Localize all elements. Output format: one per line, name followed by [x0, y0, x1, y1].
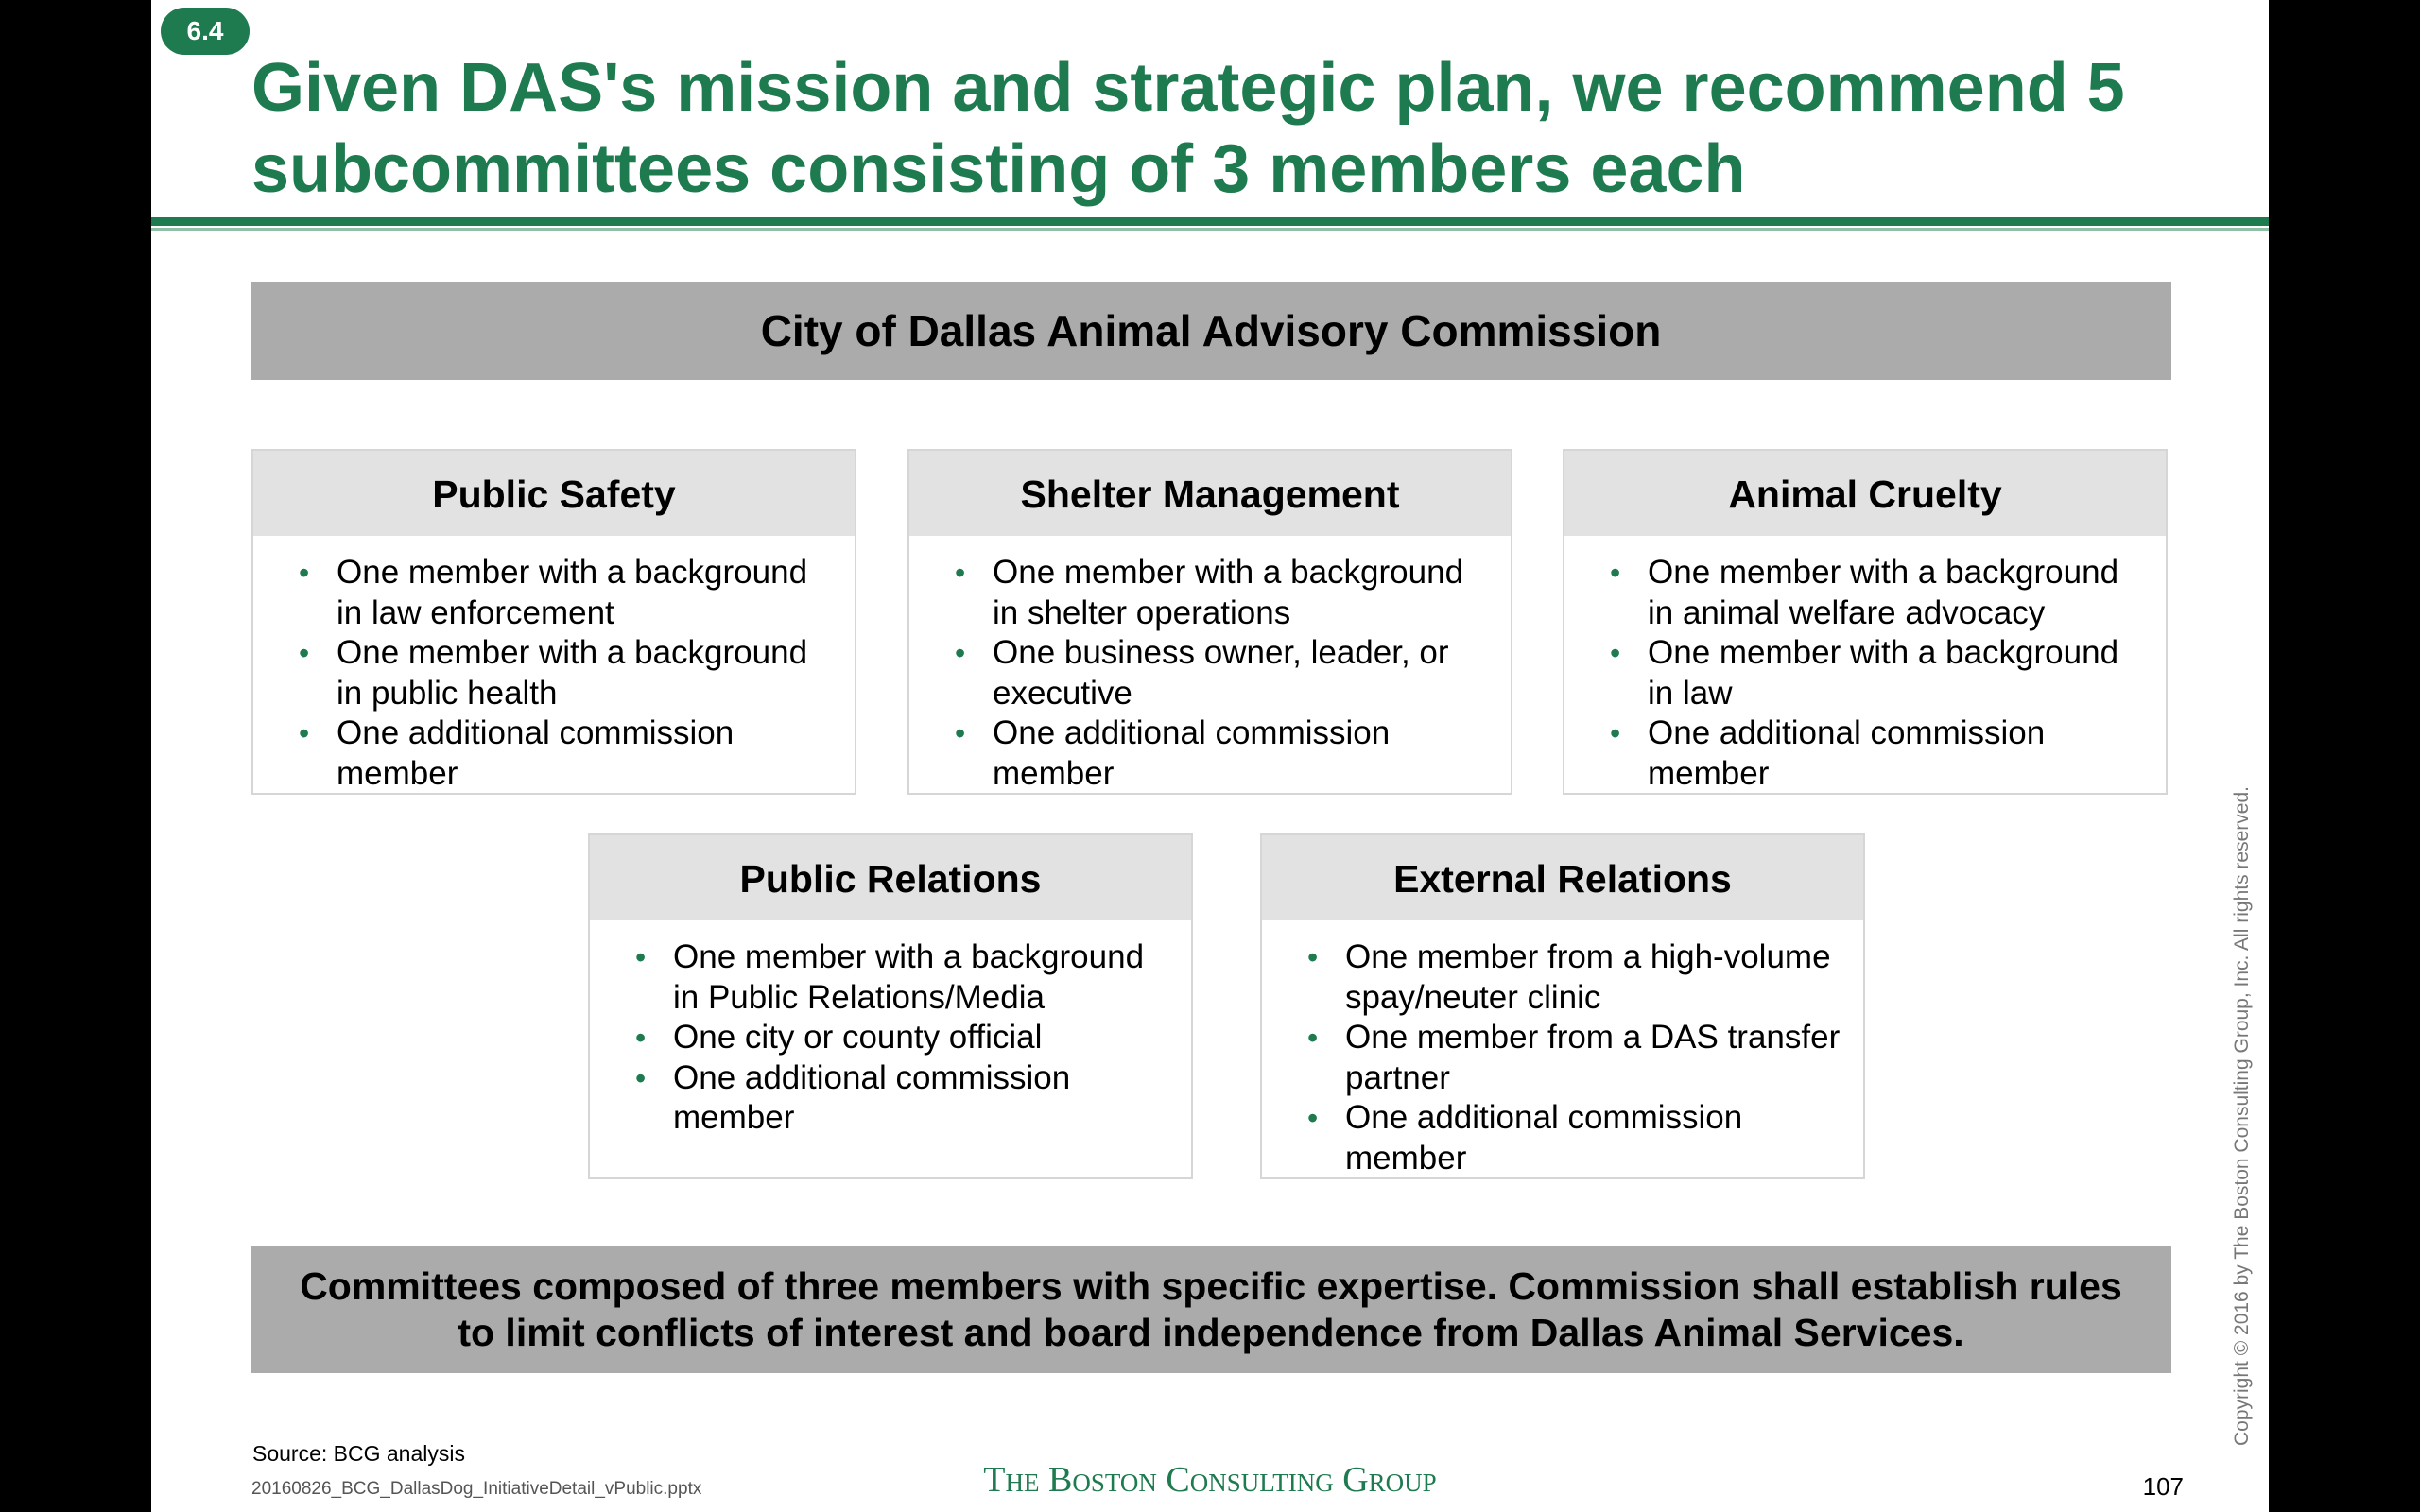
member-item: • One business owner, leader, or executive	[955, 633, 1492, 713]
section-badge: 6.4	[161, 8, 250, 55]
subcommittee-card-public-relations	[588, 833, 1193, 1179]
slide-title	[251, 47, 2199, 210]
member-item: • One member with a background in shelter operations	[955, 553, 1492, 633]
copyright-notice: Copyright © 2016 by The Boston Consulting Group, Inc. All rights reserved.	[2231, 786, 2253, 1446]
source-note: Source: BCG analysis	[252, 1441, 465, 1466]
summary-line-2: to limit conflicts of interest and board independence from Dallas Animal Services.	[458, 1311, 1964, 1354]
member-item: • One member with a background in law enforcement	[299, 553, 836, 633]
subcommittee-card-shelter-management	[908, 449, 1512, 795]
slide-title-line-2: subcommittees consisting of 3 members each	[251, 131, 1746, 207]
slide-title-line-1: Given DAS's mission and strategic plan, we recommend 5	[251, 50, 2125, 126]
subcommittee-title: Public Relations	[590, 835, 1191, 920]
subcommittee-card-public-safety	[251, 449, 856, 795]
bcg-logo	[983, 1459, 1437, 1501]
summary-banner	[251, 1246, 2171, 1373]
file-name: 20160826_BCG_DallasDog_InitiativeDetail_vPublic.pptx	[251, 1479, 702, 1499]
member-item: • One member from a DAS transfer partner	[1307, 1018, 1844, 1098]
member-item: • One additional commission member	[1610, 713, 2147, 794]
subcommittee-title: Animal Cruelty	[1564, 451, 2166, 536]
member-item: • One member with a background in animal welfare advocacy	[1610, 553, 2147, 633]
title-divider	[151, 217, 2269, 226]
subcommittee-title: External Relations	[1262, 835, 1863, 920]
member-item: • One additional commission member	[299, 713, 836, 794]
member-item: • One member with a background in public health	[299, 633, 836, 713]
member-list	[1262, 920, 1863, 1178]
bcg-logo-text: The Boston Consulting Group	[983, 1460, 1437, 1500]
commission-header: City of Dallas Animal Advisory Commission	[251, 282, 2171, 380]
member-item: • One additional commission member	[635, 1058, 1172, 1139]
summary-line-1: Committees composed of three members with specific expertise. Commission shall establish rules	[300, 1264, 2122, 1308]
member-list	[909, 536, 1511, 794]
subcommittee-title: Public Safety	[253, 451, 855, 536]
subcommittee-card-external-relations	[1260, 833, 1865, 1179]
member-list	[1564, 536, 2166, 794]
title-divider-accent	[151, 228, 2269, 231]
member-list	[253, 536, 855, 794]
member-list	[590, 920, 1191, 1139]
subcommittee-card-animal-cruelty	[1563, 449, 2168, 795]
slide	[151, 0, 2269, 1512]
member-item: • One member from a high-volume spay/neuter clinic	[1307, 937, 1844, 1018]
member-item: • One additional commission member	[1307, 1098, 1844, 1178]
member-item: • One city or county official	[635, 1018, 1172, 1058]
subcommittee-title: Shelter Management	[909, 451, 1511, 536]
member-item: • One additional commission member	[955, 713, 1492, 794]
page-number: 107	[2142, 1472, 2184, 1501]
member-item: • One member with a background in law	[1610, 633, 2147, 713]
member-item: • One member with a background in Public Relations/Media	[635, 937, 1172, 1018]
